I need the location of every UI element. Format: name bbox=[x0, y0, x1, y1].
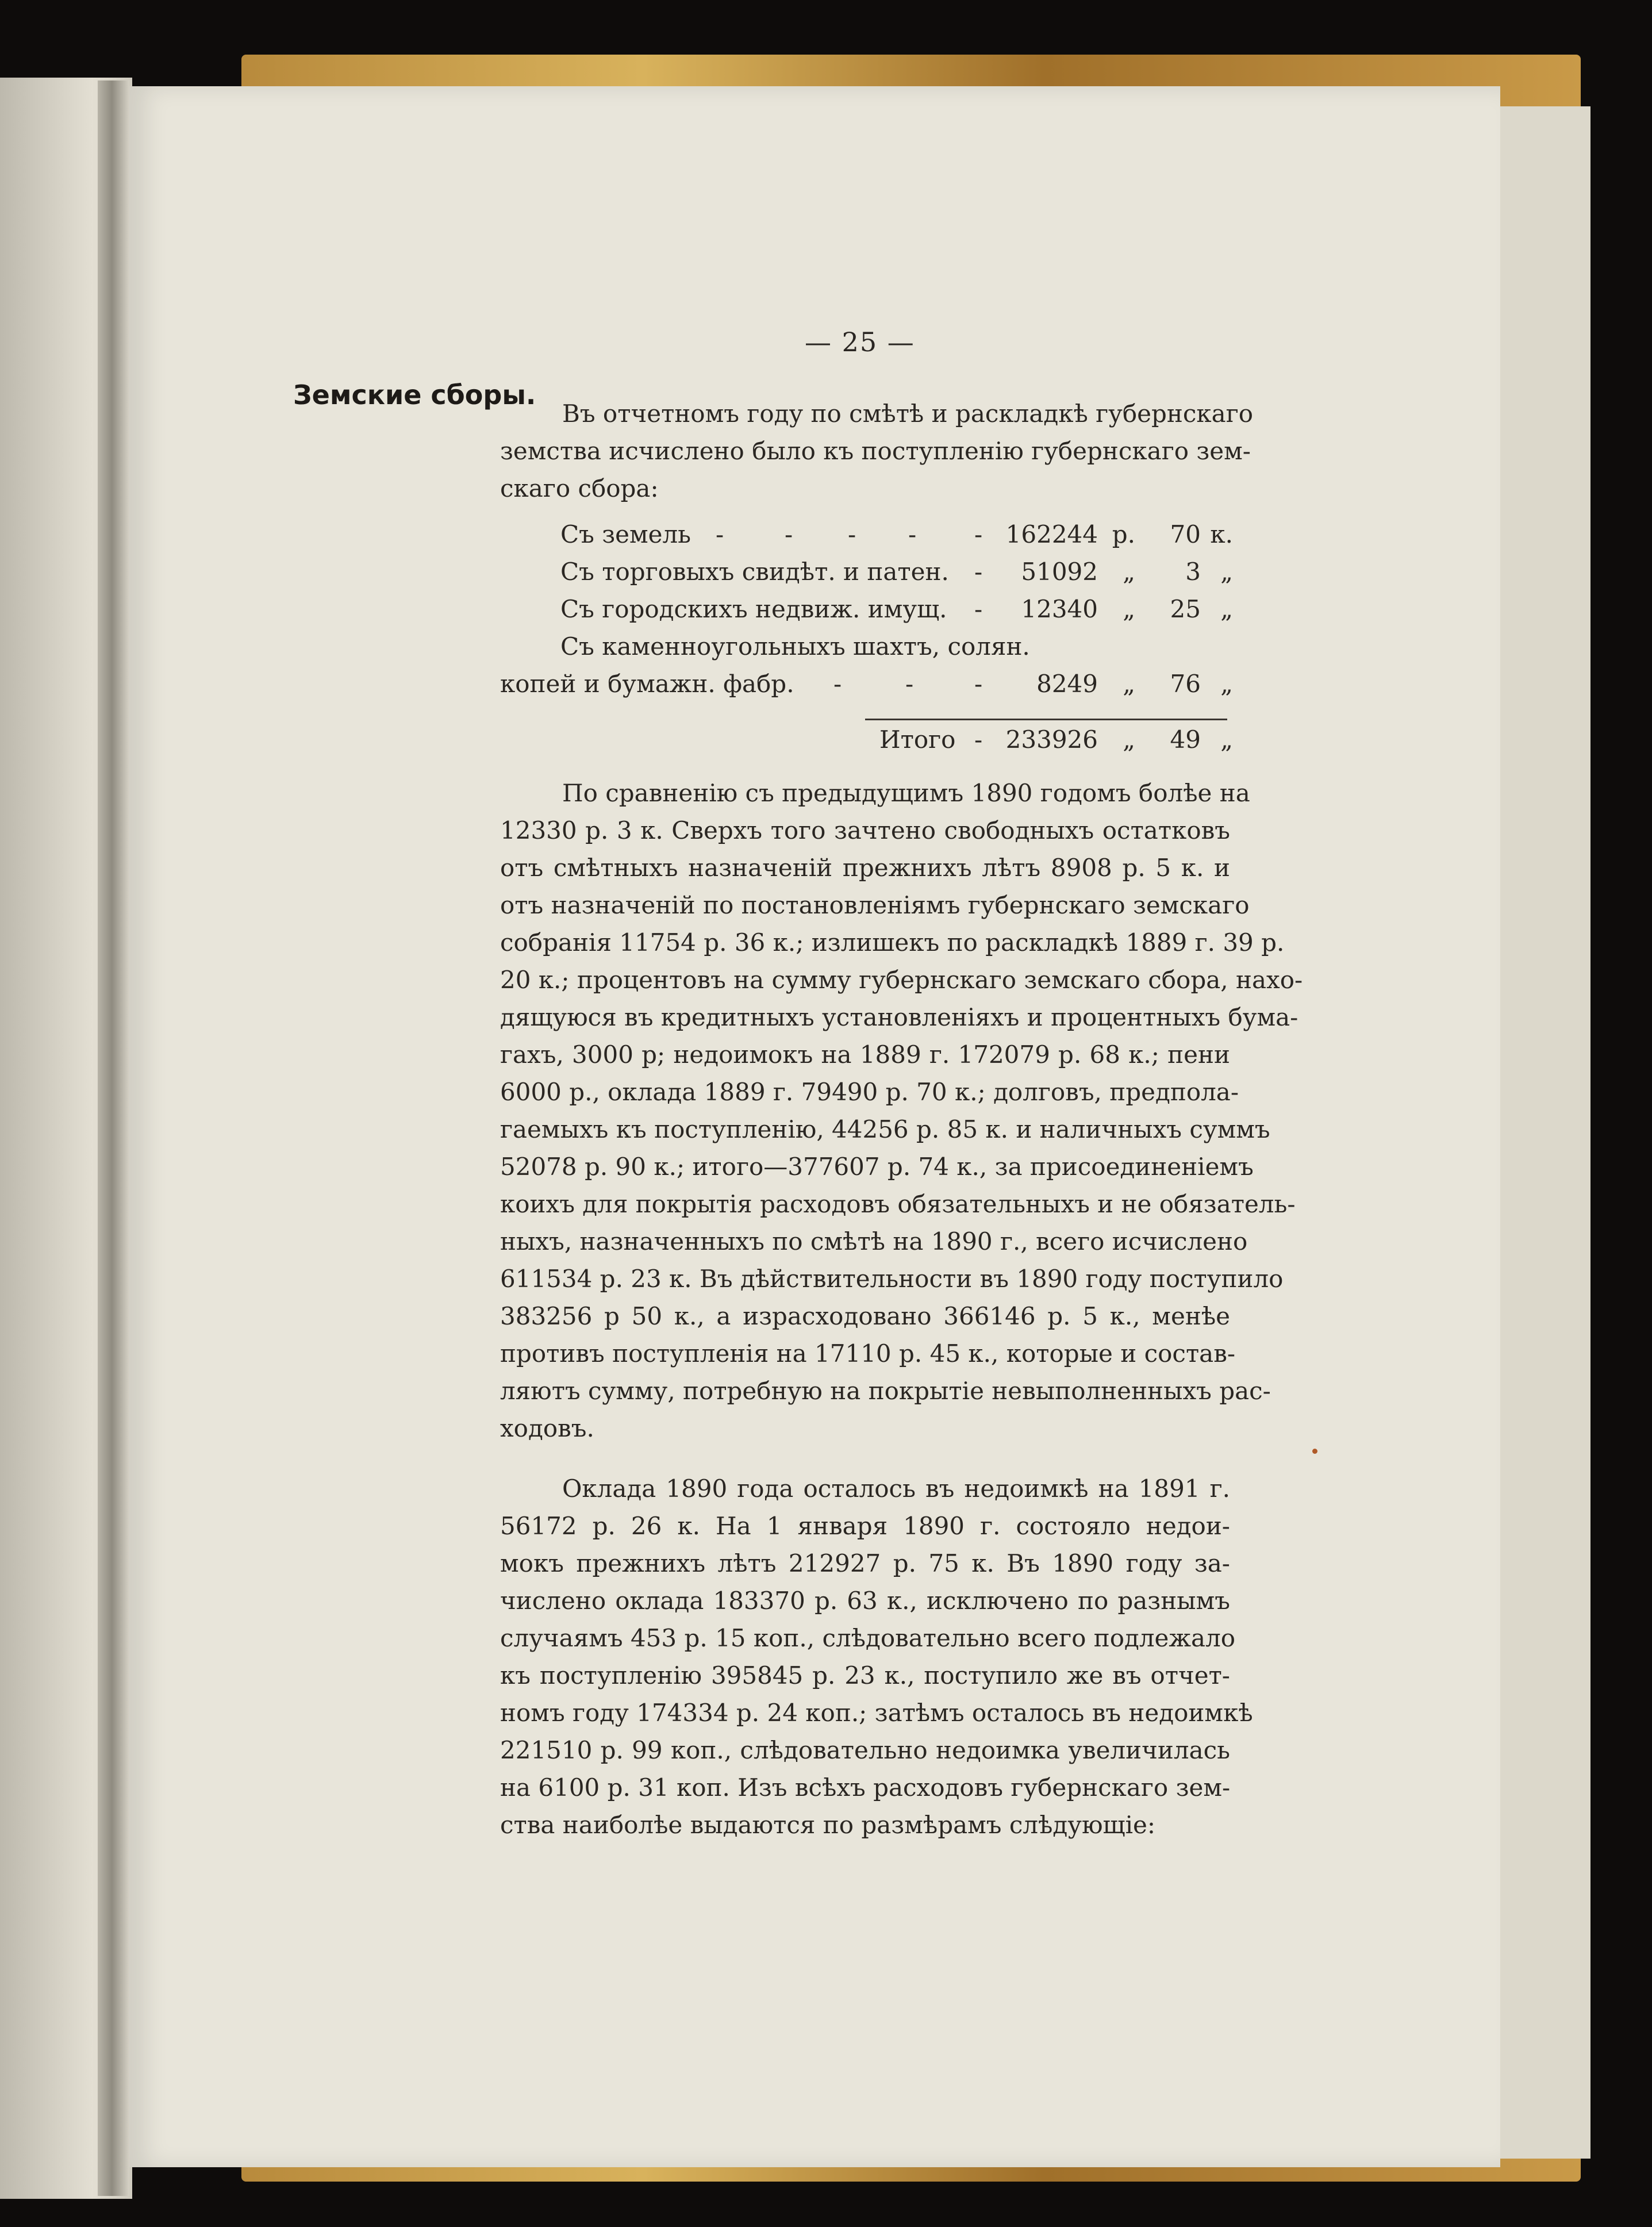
paragraph-line: къ поступленію 395845 р. 23 к., поступило же въ отчет- bbox=[500, 1661, 1230, 1690]
table-row bbox=[560, 520, 1233, 555]
row-label: копей и бумажн. фабр. bbox=[500, 670, 794, 698]
total-kopecks: 49 bbox=[1170, 725, 1201, 754]
paragraph-line: 383256 р 50 к., а израсходовано 366146 р. 5 к., менѣе bbox=[500, 1302, 1230, 1330]
paragraph-line: 56172 р. 26 к. На 1 января 1890 г. состояло недои- bbox=[500, 1512, 1230, 1540]
paragraph-line: на 6100 р. 31 коп. Изъ всѣхъ расходовъ губернскаго зем- bbox=[500, 1773, 1231, 1802]
rubles-unit: р. bbox=[1112, 520, 1135, 548]
paragraph-line: 6000 р., оклада 1889 г. 79490 р. 70 к.; долговъ, предпола- bbox=[500, 1078, 1239, 1106]
kopecks-value: 70 bbox=[1170, 520, 1201, 548]
table-row bbox=[560, 632, 1233, 667]
page-number: — 25 — bbox=[805, 327, 915, 358]
kopecks-unit: „ bbox=[1220, 558, 1233, 586]
paragraph-line: 52078 р. 90 к.; итого—377607 р. 74 к., за присоединеніемъ bbox=[500, 1153, 1254, 1181]
rubles-value: 162244 bbox=[1005, 520, 1098, 548]
paper-spot bbox=[1312, 1449, 1317, 1454]
rubles-unit: „ bbox=[1123, 725, 1135, 754]
leader-dash: - bbox=[974, 725, 983, 754]
book-gutter bbox=[98, 80, 129, 2196]
paragraph-line: Оклада 1890 года осталось въ недоимкѣ на 1891 г. bbox=[562, 1475, 1230, 1503]
intro-line: земства исчислено было къ поступленію губернскаго зем- bbox=[500, 437, 1251, 465]
rubles-value: 8249 bbox=[1036, 670, 1098, 698]
paragraph-line: ходовъ. bbox=[500, 1414, 594, 1442]
table-row bbox=[560, 595, 1233, 629]
leader-dash: - bbox=[785, 520, 793, 548]
kopecks-value: 76 bbox=[1170, 670, 1201, 698]
intro-line: скаго сбора: bbox=[500, 474, 659, 502]
kopecks-unit: „ bbox=[1220, 725, 1233, 754]
paragraph-line: гахъ, 3000 р; недоимокъ на 1889 г. 172079 р. 68 к.; пени bbox=[500, 1040, 1230, 1069]
paragraph-line: 20 к.; процентовъ на сумму губернскаго земскаго сбора, нахо- bbox=[500, 966, 1303, 994]
rubles-unit: „ bbox=[1123, 670, 1135, 698]
kopecks-unit: „ bbox=[1220, 595, 1233, 623]
total-rule bbox=[865, 719, 1227, 720]
paragraph-line: 611534 р. 23 к. Въ дѣйствительности въ 1890 году поступило bbox=[500, 1265, 1284, 1293]
leader-dash: - bbox=[905, 670, 914, 698]
intro-line: Въ отчетномъ году по смѣтѣ и раскладкѣ губернскаго bbox=[562, 400, 1254, 428]
rubles-value: 51092 bbox=[1021, 558, 1098, 586]
table-row bbox=[560, 558, 1233, 592]
table-row bbox=[500, 670, 1233, 704]
paragraph-line: 12330 р. 3 к. Сверхъ того зачтено свободныхъ остатковъ bbox=[500, 816, 1230, 844]
paragraph-line: противъ поступленія на 17110 р. 45 к., которые и состав- bbox=[500, 1339, 1236, 1368]
paragraph-line: дящуюся въ кредитныхъ установленіяхъ и процентныхъ бума- bbox=[500, 1003, 1298, 1031]
row-label: Съ городскихъ недвиж. имущ. bbox=[560, 595, 947, 623]
leader-dash: - bbox=[848, 520, 856, 548]
total-rubles: 233926 bbox=[1005, 725, 1098, 754]
paragraph-line: числено оклада 183370 р. 63 к., исключено по разнымъ bbox=[500, 1587, 1230, 1615]
paragraph-line: ляютъ сумму, потребную на покрытіе невыполненныхъ рас- bbox=[500, 1377, 1271, 1405]
leader-dash: - bbox=[974, 558, 983, 586]
rubles-unit: „ bbox=[1123, 558, 1135, 586]
leader-dash: - bbox=[974, 670, 983, 698]
rubles-value: 12340 bbox=[1021, 595, 1098, 623]
total-label: Итого bbox=[879, 725, 956, 754]
leader-dash: - bbox=[908, 520, 917, 548]
kopecks-value: 25 bbox=[1170, 595, 1201, 623]
kopecks-unit: к. bbox=[1210, 520, 1233, 548]
paragraph-line: отъ смѣтныхъ назначеній прежнихъ лѣтъ 8908 р. 5 к. и bbox=[500, 854, 1230, 882]
total-row bbox=[560, 725, 1233, 760]
paragraph-line: коихъ для покрытія расходовъ обязательныхъ и не обязатель- bbox=[500, 1190, 1296, 1218]
paragraph-line: ныхъ, назначенныхъ по смѣтѣ на 1890 г., всего исчислено bbox=[500, 1227, 1248, 1255]
paragraph-line: случаямъ 453 р. 15 коп., слѣдовательно всего подлежало bbox=[500, 1624, 1236, 1652]
paragraph-line: номъ году 174334 р. 24 коп.; затѣмъ осталось въ недоимкѣ bbox=[500, 1699, 1253, 1727]
row-label: Съ торговыхъ свидѣт. и патен. bbox=[560, 558, 949, 586]
kopecks-value: 3 bbox=[1185, 558, 1201, 586]
kopecks-unit: „ bbox=[1220, 670, 1233, 698]
paragraph-line: гаемыхъ къ поступленію, 44256 р. 85 к. и наличныхъ суммъ bbox=[500, 1115, 1270, 1143]
paragraph-line: ства наиболѣе выдаются по размѣрамъ слѣдующіе: bbox=[500, 1811, 1156, 1839]
rubles-unit: „ bbox=[1123, 595, 1135, 623]
paragraph-line: отъ назначеній по постановленіямъ губернскаго земскаго bbox=[500, 891, 1250, 919]
paragraph-line: собранія 11754 р. 36 к.; излишекъ по раскладкѣ 1889 г. 39 р. bbox=[500, 928, 1285, 957]
leader-dash: - bbox=[974, 520, 983, 548]
paragraph-line: мокъ прежнихъ лѣтъ 212927 р. 75 к. Въ 1890 году за- bbox=[500, 1549, 1230, 1577]
row-label: Съ земель bbox=[560, 520, 691, 548]
leader-dash: - bbox=[833, 670, 842, 698]
leader-dash: - bbox=[716, 520, 724, 548]
paragraph-line: По сравненію съ предыдущимъ 1890 годомъ болѣе на bbox=[562, 779, 1250, 807]
paragraph-line: 221510 р. 99 коп., слѣдовательно недоимка увеличилась bbox=[500, 1736, 1230, 1764]
margin-heading: Земские сборы. bbox=[293, 379, 536, 410]
leader-dash: - bbox=[974, 595, 983, 623]
row-label: Съ каменноугольныхъ шахтъ, солян. bbox=[560, 632, 1030, 661]
